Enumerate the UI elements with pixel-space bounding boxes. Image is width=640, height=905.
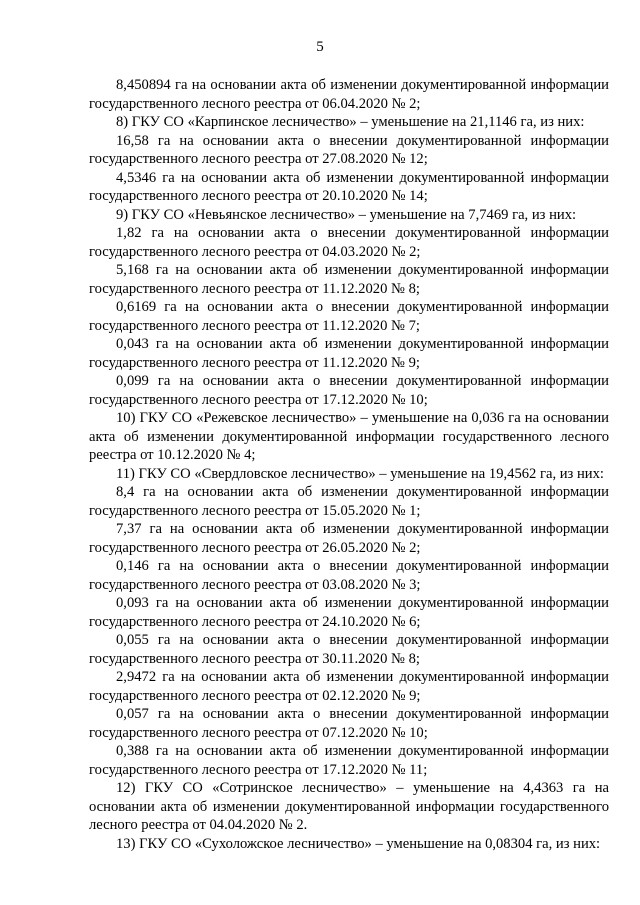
paragraph: 0,146 га на основании акта о внесении документированной информации государственного лесного реестра от 03.08.2020 № 3;: [89, 558, 609, 593]
paragraph: 0,043 га на основании акта об изменении документированной информации государственного лесного реестра от 11.12.2020 № 9;: [89, 336, 609, 371]
paragraph: 1,82 га на основании акта о внесении документированной информации государственного лесного реестра от 04.03.2020 № 2;: [89, 225, 609, 260]
paragraph: 0,093 га на основании акта об изменении документированной информации государственного лесного реестра от 24.10.2020 № 6;: [89, 595, 609, 630]
paragraph: 2,9472 га на основании акта об изменении документированной информации государственного лесного реестра от 02.12.2020 № 9;: [89, 669, 609, 704]
paragraph: 11) ГКУ СО «Свердловское лесничество» – уменьшение на 19,4562 га, из них:: [116, 465, 604, 482]
paragraph: 7,37 га на основании акта об изменении документированной информации государственного лесного реестра от 26.05.2020 № 2;: [89, 521, 609, 556]
paragraph: 0,055 га на основании акта о внесении документированной информации государственного лесного реестра от 30.11.2020 № 8;: [89, 632, 609, 667]
page-number: 5: [316, 39, 324, 55]
paragraph: 12) ГКУ СО «Сотринское лесничество» – уменьшение на 4,4363 га на основании акта об изменении документированной информации государственного лесного реестра от 04.04.2020 № 2.: [89, 780, 609, 833]
paragraph: 8) ГКУ СО «Карпинское лесничество» – уменьшение на 21,1146 га, из них:: [116, 114, 585, 130]
paragraph: 0,6169 га на основании акта о внесении документированной информации государственного лесного реестра от 11.12.2020 № 7;: [89, 299, 609, 334]
paragraph: 10) ГКУ СО «Режевское лесничество» – уменьшение на 0,036 га на основании акта об изменении документированной информации государственного лесного реестра от 10.12.2020 № 4;: [89, 410, 609, 463]
paragraph: 0,388 га на основании акта об изменении документированной информации государственного лесного реестра от 17.12.2020 № 11;: [89, 743, 609, 778]
paragraph: 0,057 га на основании акта о внесении документированной информации государственного лесного реестра от 07.12.2020 № 10;: [89, 706, 609, 741]
paragraph: 0,099 га на основании акта о внесении документированной информации государственного лесного реестра от 17.12.2020 № 10;: [89, 373, 609, 408]
paragraph: 8,4 га на основании акта об изменении документированной информации государственного лесного реестра от 15.05.2020 № 1;: [89, 484, 609, 519]
paragraph: 5,168 га на основании акта об изменении документированной информации государственного лесного реестра от 11.12.2020 № 8;: [89, 262, 609, 297]
paragraph: 9) ГКУ СО «Невьянское лесничество» – уменьшение на 7,7469 га, из них:: [116, 206, 577, 223]
document-body: [89, 76, 609, 853]
paragraph: 4,5346 га на основании акта об изменении документированной информации государственного лесного реестра от 20.10.2020 № 14;: [89, 169, 609, 204]
paragraph: 8,450894 га на основании акта об изменении документированной информации государственного лесного реестра от 06.04.2020 № 2;: [89, 77, 609, 112]
paragraph: 16,58 га на основании акта о внесении документированной информации государственного лесного реестра от 27.08.2020 № 12;: [89, 132, 609, 167]
paragraph: 13) ГКУ СО «Сухоложское лесничество» – уменьшение на 0,08304 га, из них:: [116, 835, 601, 852]
